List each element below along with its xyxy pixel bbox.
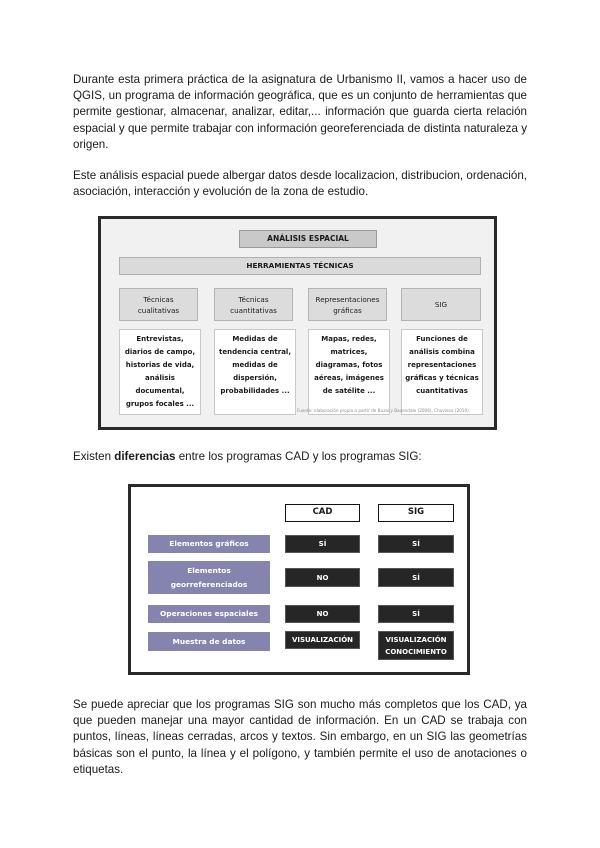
cell-cad-data-display: VISUALIZACIÓN — [285, 631, 360, 649]
differences-paragraph: Existen diferencias entre los programas CAD y los programas SIG: — [73, 450, 422, 463]
spatial-analysis-paragraph: Este análisis espacial puede albergar datos desde localizacion, distribucion, ordenación, asociación, interacción y evolución de la zona de estudio. — [73, 169, 527, 199]
row-label-data-display: Muestra de datos — [148, 632, 270, 651]
cell-cad-georeferenced: NO — [285, 568, 360, 587]
row-label-spatial-operations: Operaciones espaciales — [148, 605, 270, 623]
spatial-analysis-figure — [98, 216, 497, 430]
cell-cad-spatial-operations: NO — [285, 605, 360, 623]
figure-title: ANÁLISIS ESPACIAL — [239, 230, 377, 248]
cell-sig-georeferenced: SÍ — [378, 568, 454, 587]
differences-emphasis: diferencias — [114, 450, 176, 463]
technique-body-qualitative: Entrevistas, diarios de campo, historias de vida, análisis documental, grupos focales ... — [119, 329, 201, 415]
technique-header-quantitative: Técnicas cuantitativas — [214, 288, 293, 321]
technique-body-quantitative: Medidas de tendencia central, medidas de dispersión, probabilidades ... — [214, 329, 296, 415]
row-label-graphic-elements: Elementos gráficos — [148, 535, 270, 553]
figure-source-note: Fuente: elaboración propia a partir de Buzai y Baxendale (2006), Chuvieco (2010) — [297, 408, 469, 413]
cell-sig-spatial-operations: SÍ — [378, 605, 454, 623]
technique-body-sig: Funciones de análisis combina representaciones gráficas y técnicas cuantitativas — [401, 329, 483, 415]
cell-sig-data-display: VISUALIZACIÓN CONOCIMIENTO — [378, 631, 454, 660]
figure-subtitle: HERRAMIENTAS TÉCNICAS — [119, 257, 481, 275]
technique-body-graphic: Mapas, redes, matrices, diagramas, fotos aéreas, imágenes de satélite ... — [308, 329, 390, 415]
column-header-cad: CAD — [285, 504, 360, 522]
row-label-georeferenced: Elementos georreferenciados — [148, 561, 270, 594]
technique-header-qualitative: Técnicas cualitativas — [119, 288, 198, 321]
cad-vs-sig-table — [128, 484, 470, 675]
intro-paragraph: Durante esta primera práctica de la asignatura de Urbanismo II, vamos a hacer uso de QGIS, un programa de información geográfica, que es un conjunto de herramientas que permite gestionar, almacenar, analizar, editar,... información que guarda cierta relación espacial y que permite trabajar con información georeferenciada de distinta naturaleza y origen. — [73, 73, 527, 151]
technique-header-sig: SIG — [401, 288, 481, 321]
technique-header-graphic: Representaciones gráficas — [308, 288, 387, 321]
cell-cad-graphic-elements: SÍ — [285, 535, 360, 553]
cell-sig-graphic-elements: SÍ — [378, 535, 454, 553]
conclusion-paragraph: Se puede apreciar que los programas SIG son mucho más completos que los CAD, ya que pueden manejar una mayor cantidad de información. En un CAD se trabaja con puntos, líneas, líneas cerradas, arcos y textos. Sin embargo, en un SIG las geometrías básicas son el punto, la línea y el polígono, y también permite el uso de anotaciones o etiquetas. — [73, 698, 527, 776]
column-header-sig: SIG — [378, 504, 454, 522]
